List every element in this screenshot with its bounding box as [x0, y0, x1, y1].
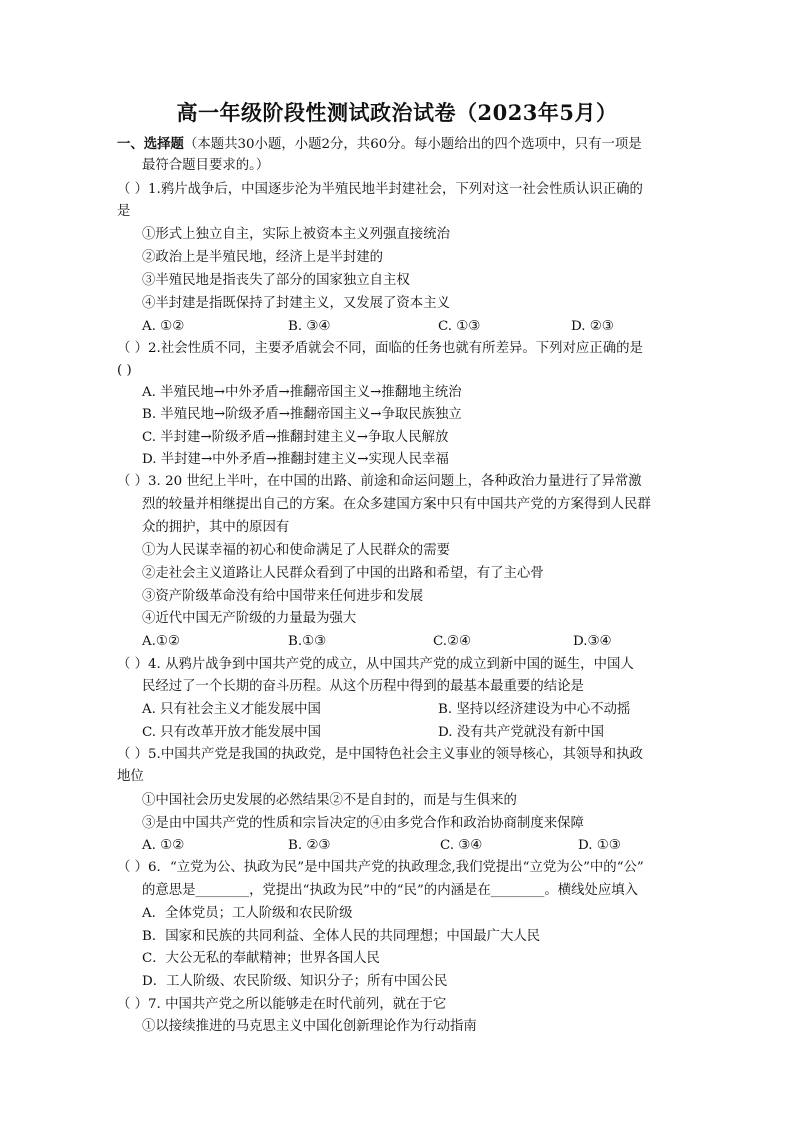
question-1-option-c: C. ①③: [438, 319, 481, 334]
question-6-stem: （ ）6．“立党为公、执政为民”是中国共产党的执政理念,我们党提出“立党为公”中的“公”: [117, 860, 644, 875]
question-3-option-c: C.②④: [433, 634, 472, 649]
question-5-option-c: C. ③④: [440, 838, 483, 853]
question-1-stem-cont: 是: [117, 204, 131, 219]
question-1-item-1: ①形式上独立自主，实际上被资本主义列强直接统治: [142, 227, 450, 242]
question-5-option-d: D. ①③: [578, 838, 621, 853]
question-5-stem: （ ）5.中国共产党是我国的执政党，是中国特色社会主义事业的领导核心，其领导和执政: [117, 747, 643, 762]
page-title: 高一年级阶段性测试政治试卷（2023年5月）: [176, 100, 618, 125]
question-2-option-a: A. 半殖民地→中外矛盾→推翻帝国主义→推翻地主统治: [142, 385, 462, 400]
question-1-item-2: ②政治上是半殖民地，经济上是半封建的: [142, 250, 384, 265]
question-2-stem: （ ）2.社会性质不同，主要矛盾就会不同，面临的任务也就有所差异。下列对应正确的是: [117, 341, 643, 356]
question-6-option-b: B．国家和民族的共同利益、全体人民的共同理想；中国最广大人民: [142, 929, 541, 944]
section-header: [117, 135, 642, 154]
question-3-stem-cont-2: 众的拥护，其中的原因有: [142, 520, 290, 535]
question-3-item-2: ②走社会主义道路让人民群众看到了中国的出路和希望，有了主心骨: [142, 566, 544, 581]
question-3-stem: （ ）3. 20 世纪上半叶，在中国的出路、前途和命运问题上，各种政治力量进行了异常激: [117, 474, 642, 489]
question-1-item-3: ③半殖民地是指丧失了部分的国家独立自主权: [142, 273, 410, 288]
question-7-item-1: ①以接续推进的马克思主义中国化创新理论作为行动指南: [142, 1019, 477, 1034]
question-6-option-c: C．大公无私的奉献精神；世界各国人民: [142, 951, 380, 966]
question-1-option-a: A. ①②: [142, 319, 185, 334]
question-1-item-4: ④半封建是指既保持了封建主义，又发展了资本主义: [142, 296, 450, 311]
question-1-stem: （ ）1.鸦片战争后，中国逐步沦为半殖民地半封建社会，下列对这一社会性质认识正确的: [117, 182, 643, 197]
question-2-option-b: B. 半殖民地→阶级矛盾→推翻帝国主义→争取民族独立: [142, 407, 462, 422]
question-6-stem-cont: 的意思是________，党提出“执政为民”中的“民”的内涵是在________。横线处应填入: [142, 883, 639, 898]
section-heading: 一、选择题: [117, 136, 184, 152]
question-2-option-d: D. 半封建→中外矛盾→推翻封建主义→实现人民幸福: [142, 452, 449, 467]
question-4-option-b: B. 坚持以经济建设为中心不动摇: [438, 702, 631, 717]
section-note-line2: 最符合题目要求的。）: [142, 158, 270, 173]
question-5-item-1: ①中国社会历史发展的必然结果②不是自封的，而是与生俱来的: [142, 793, 517, 808]
question-5-item-2: ③是由中国共产党的性质和宗旨决定的④由多党合作和政治协商制度来保障: [142, 816, 584, 831]
question-7-stem: （ ）7. 中国共产党之所以能够走在时代前列，就在于它: [117, 997, 447, 1012]
question-3-item-3: ③资产阶级革命没有给中国带来任何进步和发展: [142, 589, 424, 604]
question-4-option-c: C. 只有改革开放才能发展中国: [142, 725, 321, 740]
question-3-option-d: D.③④: [573, 634, 612, 649]
question-3-option-a: A.①②: [142, 634, 180, 649]
question-1-option-d: D. ②③: [571, 319, 614, 334]
question-4-stem: （ ）4. 从鸦片战争到中国共产党的成立，从中国共产党的成立到新中国的诞生，中国人: [117, 657, 634, 672]
question-1-option-b: B. ③④: [288, 319, 331, 334]
question-6-option-a: A．全体党员；工人阶级和农民阶级: [142, 906, 353, 921]
question-5-option-a: A. ①②: [142, 838, 185, 853]
question-3-stem-cont: 烈的较量并相继提出自己的方案。在众多建国方案中只有中国共产党的方案得到人民群: [142, 497, 651, 512]
question-4-stem-cont: 民经过了一个长期的奋斗历程。从这个历程中得到的最基本最重要的结论是: [142, 679, 584, 694]
question-3-item-4: ④近代中国无产阶级的力量最为强大: [142, 611, 357, 626]
question-2-option-c: C. 半封建→阶级矛盾→推翻封建主义→争取人民解放: [142, 430, 449, 445]
question-2-stem-cont: ( ): [117, 363, 132, 378]
section-note-line1: （本题共30小题，小题2分，共60分。每小题给出的四个选项中，只有一项是: [183, 137, 642, 152]
question-5-option-b: B. ②③: [288, 838, 331, 853]
question-5-stem-cont: 地位: [117, 769, 144, 784]
question-4-option-a: A. 只有社会主义才能发展中国: [142, 702, 321, 717]
question-6-option-d: D．工人阶级、农民阶级、知识分子；所有中国公民: [142, 974, 448, 989]
question-3-option-b: B.①③: [288, 634, 327, 649]
question-4-option-d: D. 没有共产党就没有新中国: [438, 725, 605, 740]
question-3-item-1: ①为人民谋幸福的初心和使命满足了人民群众的需要: [142, 543, 450, 558]
